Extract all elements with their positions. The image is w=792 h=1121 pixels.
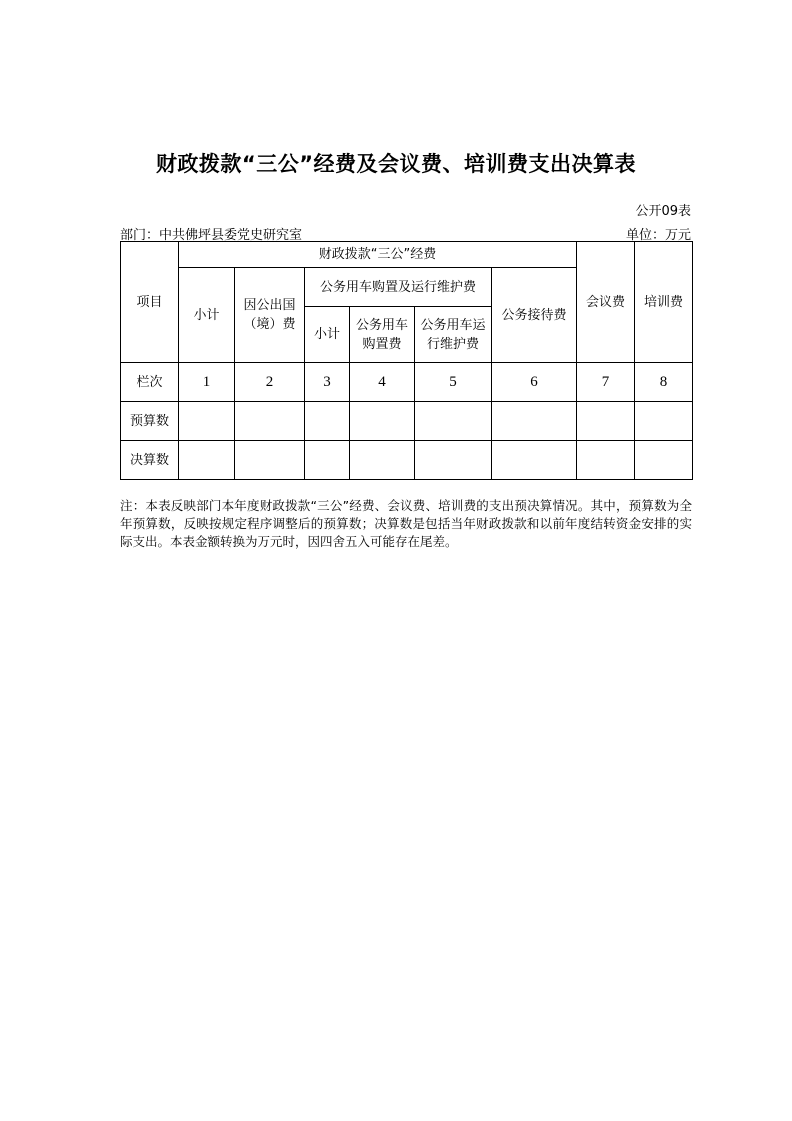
table-cell xyxy=(305,441,350,480)
table-row-budget xyxy=(121,402,693,441)
header-training: 培训费 xyxy=(635,242,693,363)
header-vehicle-group: 公务用车购置及运行维护费 xyxy=(305,268,492,307)
header-meeting: 会议费 xyxy=(577,242,635,363)
table-cell xyxy=(350,402,415,441)
table-row-final xyxy=(121,441,693,480)
header-overseas: 因公出国（境）费 xyxy=(235,268,305,363)
table-cell: 3 xyxy=(305,363,350,402)
table-cell xyxy=(235,402,305,441)
table-cell xyxy=(415,402,492,441)
row-label: 预算数 xyxy=(121,402,179,441)
table-cell xyxy=(179,402,235,441)
table-cell xyxy=(179,441,235,480)
table-cell: 1 xyxy=(179,363,235,402)
header-vehicle-purchase: 公务用车购置费 xyxy=(350,307,415,363)
table-cell xyxy=(577,441,635,480)
row-label: 栏次 xyxy=(121,363,179,402)
table-row-column-no xyxy=(121,363,693,402)
form-number: 公开09表 xyxy=(635,204,691,219)
table-cell xyxy=(492,441,577,480)
table-cell xyxy=(635,402,693,441)
table-cell xyxy=(577,402,635,441)
header-item: 项目 xyxy=(121,242,179,363)
page-title: 财政拨款“三公”经费及会议费、培训费支出决算表 xyxy=(155,152,637,176)
table-cell xyxy=(415,441,492,480)
header-vehicle-subtotal: 小计 xyxy=(305,307,350,363)
unit-label: 单位：万元 xyxy=(625,228,691,243)
table-cell xyxy=(492,402,577,441)
table-cell: 5 xyxy=(415,363,492,402)
department-label: 部门：中共佛坪县委党史研究室 xyxy=(120,228,303,243)
row-label: 决算数 xyxy=(121,441,179,480)
header-three-public-group: 财政拨款“三公”经费 xyxy=(179,242,577,268)
header-reception: 公务接待费 xyxy=(492,268,577,363)
table-cell: 6 xyxy=(492,363,577,402)
header-vehicle-operation: 公务用车运行维护费 xyxy=(415,307,492,363)
footnote: 注：本表反映部门本年度财政拨款“三公”经费、会议费、培训费的支出预决算情况。其中，预算数为全年预算数，反映按规定程序调整后的预算数；决算数是包括当年财政拨款和以前年度结转资金安排的实际支出。本表金额转换为万元时，因四舍五入可能存在尾差。 xyxy=(120,498,692,549)
table-cell xyxy=(635,441,693,480)
header-subtotal: 小计 xyxy=(179,268,235,363)
table-cell xyxy=(350,441,415,480)
expenditure-table xyxy=(120,241,693,480)
table-cell: 8 xyxy=(635,363,693,402)
table-cell: 2 xyxy=(235,363,305,402)
table-cell: 4 xyxy=(350,363,415,402)
table-cell xyxy=(235,441,305,480)
table-cell: 7 xyxy=(577,363,635,402)
table-cell xyxy=(305,402,350,441)
